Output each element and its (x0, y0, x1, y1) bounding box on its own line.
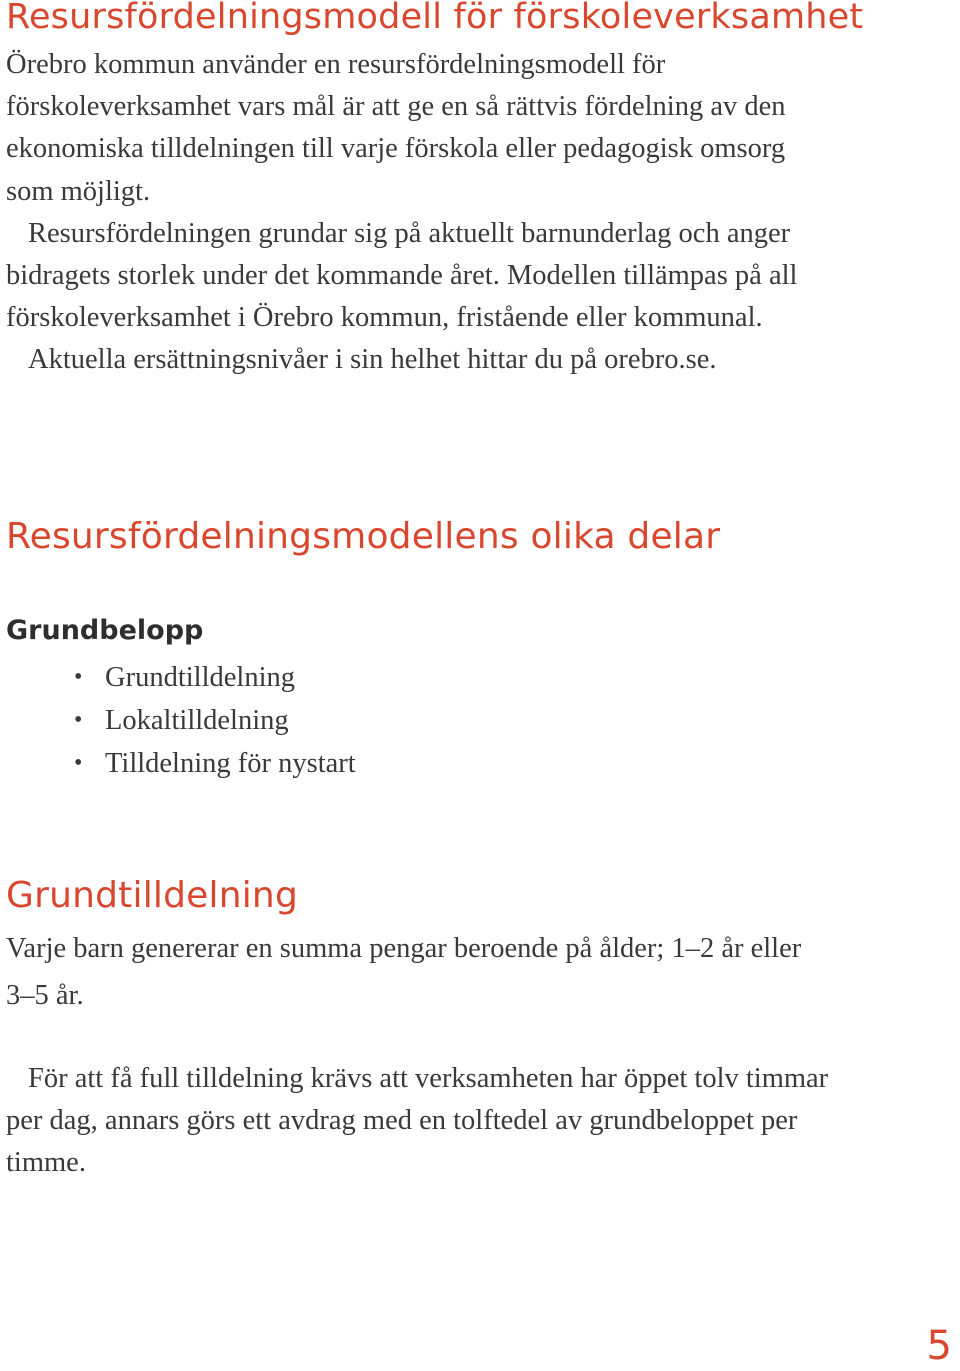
intro-line: Örebro kommun använder en resursfördelningsmodell för (6, 49, 666, 80)
intro-line: Aktuella ersättningsnivåer i sin helhet hittar du på orebro.se. (28, 344, 717, 376)
subheading-grundbelopp: Grundbelopp (6, 615, 204, 646)
intro-line: ekonomiska tilldelningen till varje förskola eller pedagogisk omsorg (6, 133, 786, 165)
full-tilldelning-line: per dag, annars görs ett avdrag med en tolftedel av grundbeloppet per (6, 1105, 798, 1137)
list-item-label: Tilldelning för nystart (105, 748, 356, 779)
section-heading-parts: Resursfördelningsmodellens olika delar (6, 516, 721, 557)
intro-line: Resursfördelningen grundar sig på aktuellt barnunderlag och anger (28, 217, 791, 249)
list-item-label: Grundtilldelning (105, 662, 295, 693)
bullet-icon: • (74, 707, 83, 733)
bullet-icon: • (74, 750, 83, 776)
grundtilldelning-line: Varje barn genererar en summa pengar beroende på ålder; 1–2 år eller (6, 933, 802, 964)
list-item (0, 656, 356, 699)
page-number: 5 (926, 1323, 952, 1369)
intro-line: förskoleverksamhet i Örebro kommun, fristående eller kommunal. (6, 302, 763, 334)
page-title: Resursfördelningsmodell för förskoleverksamhet (6, 0, 864, 37)
section-heading-grundtilldelning: Grundtilldelning (6, 875, 298, 916)
intro-line: bidragets storlek under det kommande året. Modellen tillämpas på all (6, 260, 798, 292)
bullet-icon: • (74, 664, 83, 690)
list-item (0, 699, 356, 742)
list-item (0, 742, 356, 785)
intro-line: som möjligt. (6, 175, 151, 207)
intro-line: förskoleverksamhet vars mål är att ge en så rättvis fördelning av den (6, 91, 786, 123)
full-tilldelning-line: För att få full tilldelning krävs att verksamheten har öppet tolv timmar (28, 1063, 829, 1094)
full-tilldelning-line: timme. (6, 1147, 86, 1179)
grundtilldelning-line: 3–5 år. (6, 980, 84, 1011)
list-item-label: Lokaltilldelning (105, 705, 289, 736)
grundbelopp-list (0, 656, 356, 785)
grundtilldelning-paragraph (6, 925, 946, 1019)
intro-paragraph (6, 44, 946, 382)
full-tilldelning-paragraph (6, 1058, 946, 1185)
